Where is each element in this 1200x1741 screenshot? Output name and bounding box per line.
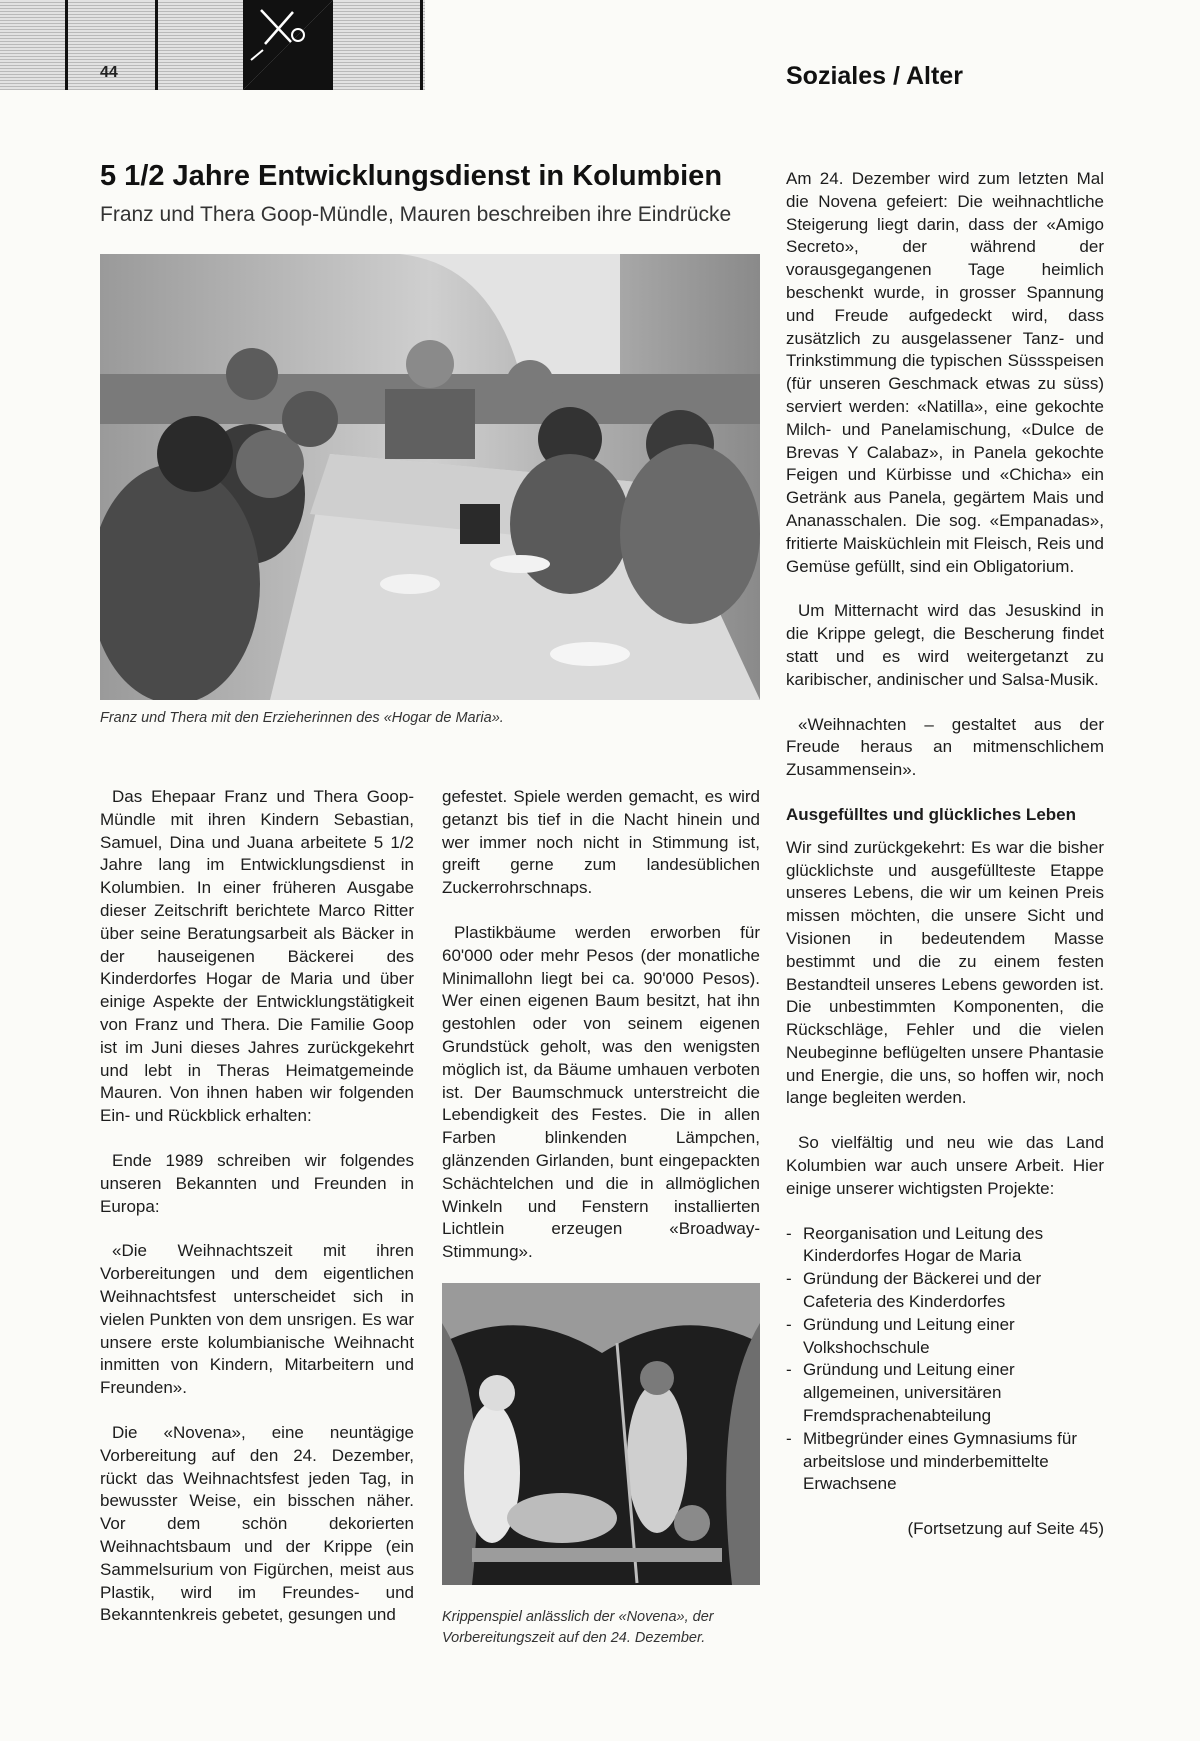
paragraph: So vielfältig und neu wie das Land Kolumbien war auch unsere Arbeit. Hier einige unserer wichtigsten Projekte: — [786, 1133, 1104, 1198]
paragraph: gefestet. Spiele werden gemacht, es wird getanzt bis tief in die Nacht hinein und wer immer noch nicht in Stimmung ist, greift gerne zum landesüblichen Zuckerrohrschnaps. — [442, 787, 760, 898]
list-item: - Gründung und Leitung einer Volkshochschule — [786, 1314, 1104, 1360]
article-title: 5 1/2 Jahre Entwicklungsdienst in Kolumbien — [100, 160, 723, 192]
photo-caption: Krippenspiel anlässlich der «Novena», der Vorbereitungszeit auf den 24. Dezember. — [442, 1609, 714, 1646]
page-number: 44 — [100, 64, 118, 81]
list-item: - Gründung der Bäckerei und der Cafeteria des Kinderdorfes — [786, 1268, 1104, 1314]
column-3 — [786, 168, 1104, 1541]
photo-nativity-play — [442, 1283, 760, 1585]
header-divider — [420, 0, 423, 90]
projects-list — [786, 1223, 1104, 1497]
paragraph: Das Ehepaar Franz und Thera Goop-Mündle mit ihren Kindern Sebastian, Samuel, Dina und Juana arbeitete 5 1/2 Jahre lang im Entwicklungsdienst in Kolumbien. In einer früheren Ausgabe dieser Zeitschrift berichtete Marco Ritter über seine Beratungsarbeit als Bäcker in der hauseigenen Bäckerei des Kinderdorfes Hogar de Maria und über einige Aspekte der Entwicklungstätigkeit von Franz und Thera. Die Familie Goop ist im Juni dieses Jahres zurückgekehrt und lebt in Theras Heimatgemeinde Mauren. Von ihnen haben wir folgenden Ein- und Rückblick erhalten: — [100, 787, 414, 1126]
continuation-note: (Fortsetzung auf Seite 45) — [907, 1519, 1104, 1539]
list-item: - Gründung und Leitung einer allgemeinen, universitären Fremdsprachenabteilung — [786, 1359, 1104, 1427]
subheading: Ausgefülltes und glückliches Leben — [786, 804, 1076, 824]
paragraph: Plastikbäume werden erworben für 60'000 oder mehr Pesos (der monatliche Minimallohn liegt bei ca. 90'000 Pesos). Wer einen eigenen Baum besitzt, hat ihn gestohlen oder von seinem eigenen Grundstück geholt, was den wenigsten möglich ist, da Bäume umhauen verboten ist. Der Baumschmuck unterstreicht die Lebendigkeit des Festes. Die in allen Farben blinkenden Lämpchen, glänzenden Girlanden, bunt eingepackten Schächtelchen und die in allmöglichen Winkeln und Fenstern installierten Lichtlein erzeugen «Broadway-Stimmung». — [442, 922, 760, 1262]
paragraph: «Weihnachten – gestaltet aus der Freude heraus an mitmenschlichem Zusammensein». — [786, 714, 1104, 780]
column-2 — [442, 786, 760, 1264]
paragraph: «Die Weihnachtszeit mit ihren Vorbereitungen und dem eigentlichen Weihnachtsfest unterscheidet sich in vielen Punkten von dem unsrigen. Es war unsere erste kolumbianische Weihnacht inmitten von Kindern, Mitarbeitern und Freunden». — [100, 1241, 414, 1398]
paragraph: Am 24. Dezember wird zum letzten Mal die Novena gefeiert: Die weihnachtliche Steigerung liegt darin, dass der «Amigo Secreto», der während der vorausgegangenen Tage heimlich beschenkt wurde, in grosser Spannung und Freude aufgedeckt wird, dass zusätzlich zu ausgelassener Tanz- und Trinkstimmung die typischen Süssspeisen (für unseren Geschmack etwas zu süss) serviert werden: «Natilla», eine gekochte Milch- und Panelamischung, «Dulce de Brevas Y Calabaz», in Panela gekochte Feigen und Kürbisse und «Chicha» ein Getränk aus Panela, gegärtem Mais und Ananasschalen. Die sog. «Empanadas», fritierte Maisküchlein mit Fleisch, Reis und Gemüse gefüllt, sind ein Obligatorium. — [786, 169, 1104, 576]
section-emblem-icon — [243, 0, 333, 90]
paragraph: Um Mitternacht wird das Jesuskind in die Krippe gelegt, die Bescherung findet statt und es wird weitergetanzt zu karibischer, andinischer und Salsa-Musik. — [786, 601, 1104, 689]
photo-dinner-table — [100, 254, 760, 700]
column-1 — [100, 786, 414, 1627]
photo-caption: Franz und Thera mit den Erzieherinnen des «Hogar de Maria». — [100, 710, 504, 726]
list-item: - Reorganisation und Leitung des Kinderdorfes Hogar de Maria — [786, 1223, 1104, 1269]
header-divider — [155, 0, 158, 90]
list-item: - Mitbegründer eines Gymnasiums für arbeitslose und minderbemittelte Erwachsene — [786, 1428, 1104, 1496]
section-title: Soziales / Alter — [786, 62, 963, 90]
article-subtitle: Franz und Thera Goop-Mündle, Mauren beschreiben ihre Eindrücke — [100, 203, 732, 226]
header-band — [0, 0, 425, 90]
header-divider — [65, 0, 68, 90]
paragraph: Wir sind zurückgekehrt: Es war die bisher glücklichste und ausgefüllteste Etappe unseres Lebens, die wir um keinen Preis missen möchten, die unsere Sicht und Visionen in bedeutendem Masse bestimmt und die zu einem festen Bestandteil unseres Lebens geworden ist. Die unbestimmten Komponenten, die Rückschläge, Fehler und die vielen Neubeginne beflügelten unsere Phantasie und Energie, die uns, so hoffen wir, noch lange begleiten werden. — [786, 837, 1104, 1108]
paragraph: Die «Novena», eine neuntägige Vorbereitung auf den 24. Dezember, rückt das Weihnachtsfest jeden Tag, in bewusster Weise, ein bisschen näher. Vor dem schön dekorierten Weihnachtsbaum und der Krippe (ein Sammelsurium von Figürchen, meist aus Plastik, wird im Freundes- und Bekanntenkreis gebetet, gesungen und — [100, 1422, 414, 1625]
paragraph: Ende 1989 schreiben wir folgendes unseren Bekannten und Freunden in Europa: — [100, 1150, 414, 1216]
